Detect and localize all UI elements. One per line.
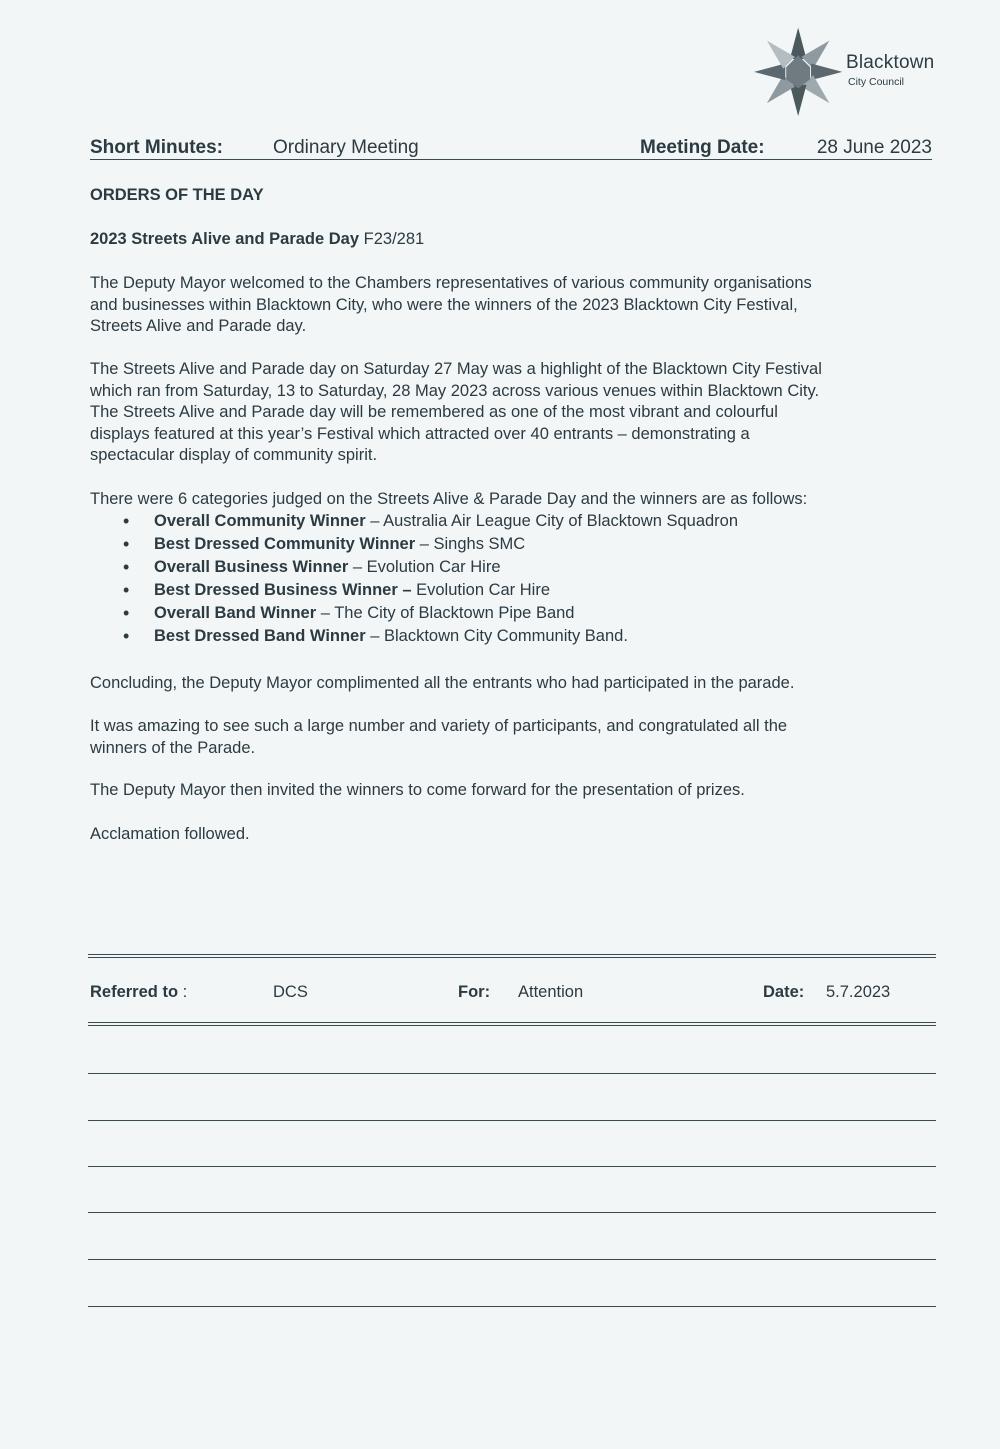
referred-value: DCS xyxy=(273,983,308,1001)
for-label: For: xyxy=(458,983,491,1001)
paragraph-welcome xyxy=(90,273,940,338)
header-underline xyxy=(90,159,932,160)
orders-heading: ORDERS OF THE DAY xyxy=(90,186,264,204)
blank-line xyxy=(88,1073,936,1074)
short-minutes-label: Short Minutes: xyxy=(90,137,223,158)
paragraph-line: The Streets Alive and Parade day will be remembered as one of the most vibrant and colourful xyxy=(90,403,778,421)
winners-intro xyxy=(90,489,940,511)
meeting-type: Ordinary Meeting xyxy=(273,137,419,158)
winner-name: – The City of Blacktown Pipe Band xyxy=(316,604,575,622)
paragraph-line: Streets Alive and Parade day. xyxy=(90,317,307,335)
for-value: Attention xyxy=(518,983,584,1001)
item-title-line xyxy=(90,230,424,249)
blank-line xyxy=(88,1259,936,1260)
meeting-date-label: Meeting Date: xyxy=(640,137,765,158)
winner-name: – Australia Air League City of Blacktown Squadron xyxy=(365,512,739,530)
paragraph-line: The Streets Alive and Parade day on Saturday 27 May was a highlight of the Blacktown City Festival xyxy=(90,360,822,378)
winner-name: – Singhs SMC xyxy=(415,535,526,553)
winner-name: – Blacktown City Community Band. xyxy=(365,627,628,645)
council-logo xyxy=(754,24,954,120)
paragraph-line: It was amazing to see such a large number and variety of participants, and congratulated all the xyxy=(90,717,788,735)
list-item xyxy=(90,625,738,648)
winner-category: Overall Business Winner xyxy=(154,558,349,576)
paragraph-line: displays featured at this year’s Festival which attracted over 40 entrants – demonstrating a xyxy=(90,424,750,443)
winner-category: Overall Band Winner xyxy=(154,604,317,622)
paragraph-line: and businesses within Blacktown City, who were the winners of the 2023 Blacktown City Festival, xyxy=(90,295,798,314)
star-logo-icon xyxy=(754,24,846,116)
referred-label xyxy=(90,983,187,1002)
referral-top-rule xyxy=(88,954,936,958)
winner-category: Overall Community Winner xyxy=(154,512,366,530)
paragraph-line: The Deputy Mayor then invited the winners to come forward for the presentation of prizes. xyxy=(90,781,745,799)
date-label: Date: xyxy=(763,983,805,1001)
paragraph-line: There were 6 categories judged on the Streets Alive & Parade Day and the winners are as follows: xyxy=(90,490,808,508)
logo-name: Blacktown xyxy=(846,52,935,73)
referred-colon: : xyxy=(178,983,188,1001)
date-value: 5.7.2023 xyxy=(826,983,891,1001)
paragraph-invite xyxy=(90,780,940,802)
paragraph-line: winners of the Parade. xyxy=(90,738,256,757)
referred-label-text: Referred to xyxy=(90,983,179,1001)
paragraph-festival xyxy=(90,359,940,467)
paragraph-concluding xyxy=(90,673,940,695)
winner-name: – Evolution Car Hire xyxy=(348,558,501,576)
item-title: 2023 Streets Alive and Parade Day xyxy=(90,230,360,248)
minutes-header xyxy=(90,137,932,161)
blank-line xyxy=(88,1212,936,1213)
paragraph-line: spectacular display of community spirit. xyxy=(90,446,378,464)
logo-subtitle: City Council xyxy=(848,76,905,88)
blank-line xyxy=(88,1120,936,1121)
referral-bottom-rule xyxy=(88,1022,936,1026)
winner-category: Best Dressed Business Winner – xyxy=(154,581,412,599)
winner-category: Best Dressed Band Winner xyxy=(154,627,366,645)
paragraph-line: The Deputy Mayor welcomed to the Chambers representatives of various community organisations xyxy=(90,274,812,292)
winner-name: Evolution Car Hire xyxy=(411,581,551,599)
list-item xyxy=(90,602,738,625)
paragraph-amazing xyxy=(90,716,940,759)
paragraph-acclamation xyxy=(90,824,940,846)
paragraph-line: Acclamation followed. xyxy=(90,825,250,843)
list-item xyxy=(90,533,738,556)
item-file-ref: F23/281 xyxy=(363,230,425,248)
blank-line xyxy=(88,1306,936,1307)
blank-line xyxy=(88,1166,936,1167)
list-item xyxy=(90,510,738,533)
paragraph-line: which ran from Saturday, 13 to Saturday, 28 May 2023 across various venues within Blacktown City. xyxy=(90,381,820,400)
list-item xyxy=(90,556,738,579)
list-item xyxy=(90,579,738,602)
paragraph-line: Concluding, the Deputy Mayor complimented all the entrants who had participated in the parade. xyxy=(90,674,795,692)
winner-category: Best Dressed Community Winner xyxy=(154,535,416,553)
meeting-date: 28 June 2023 xyxy=(816,137,932,158)
winners-list xyxy=(90,510,738,648)
